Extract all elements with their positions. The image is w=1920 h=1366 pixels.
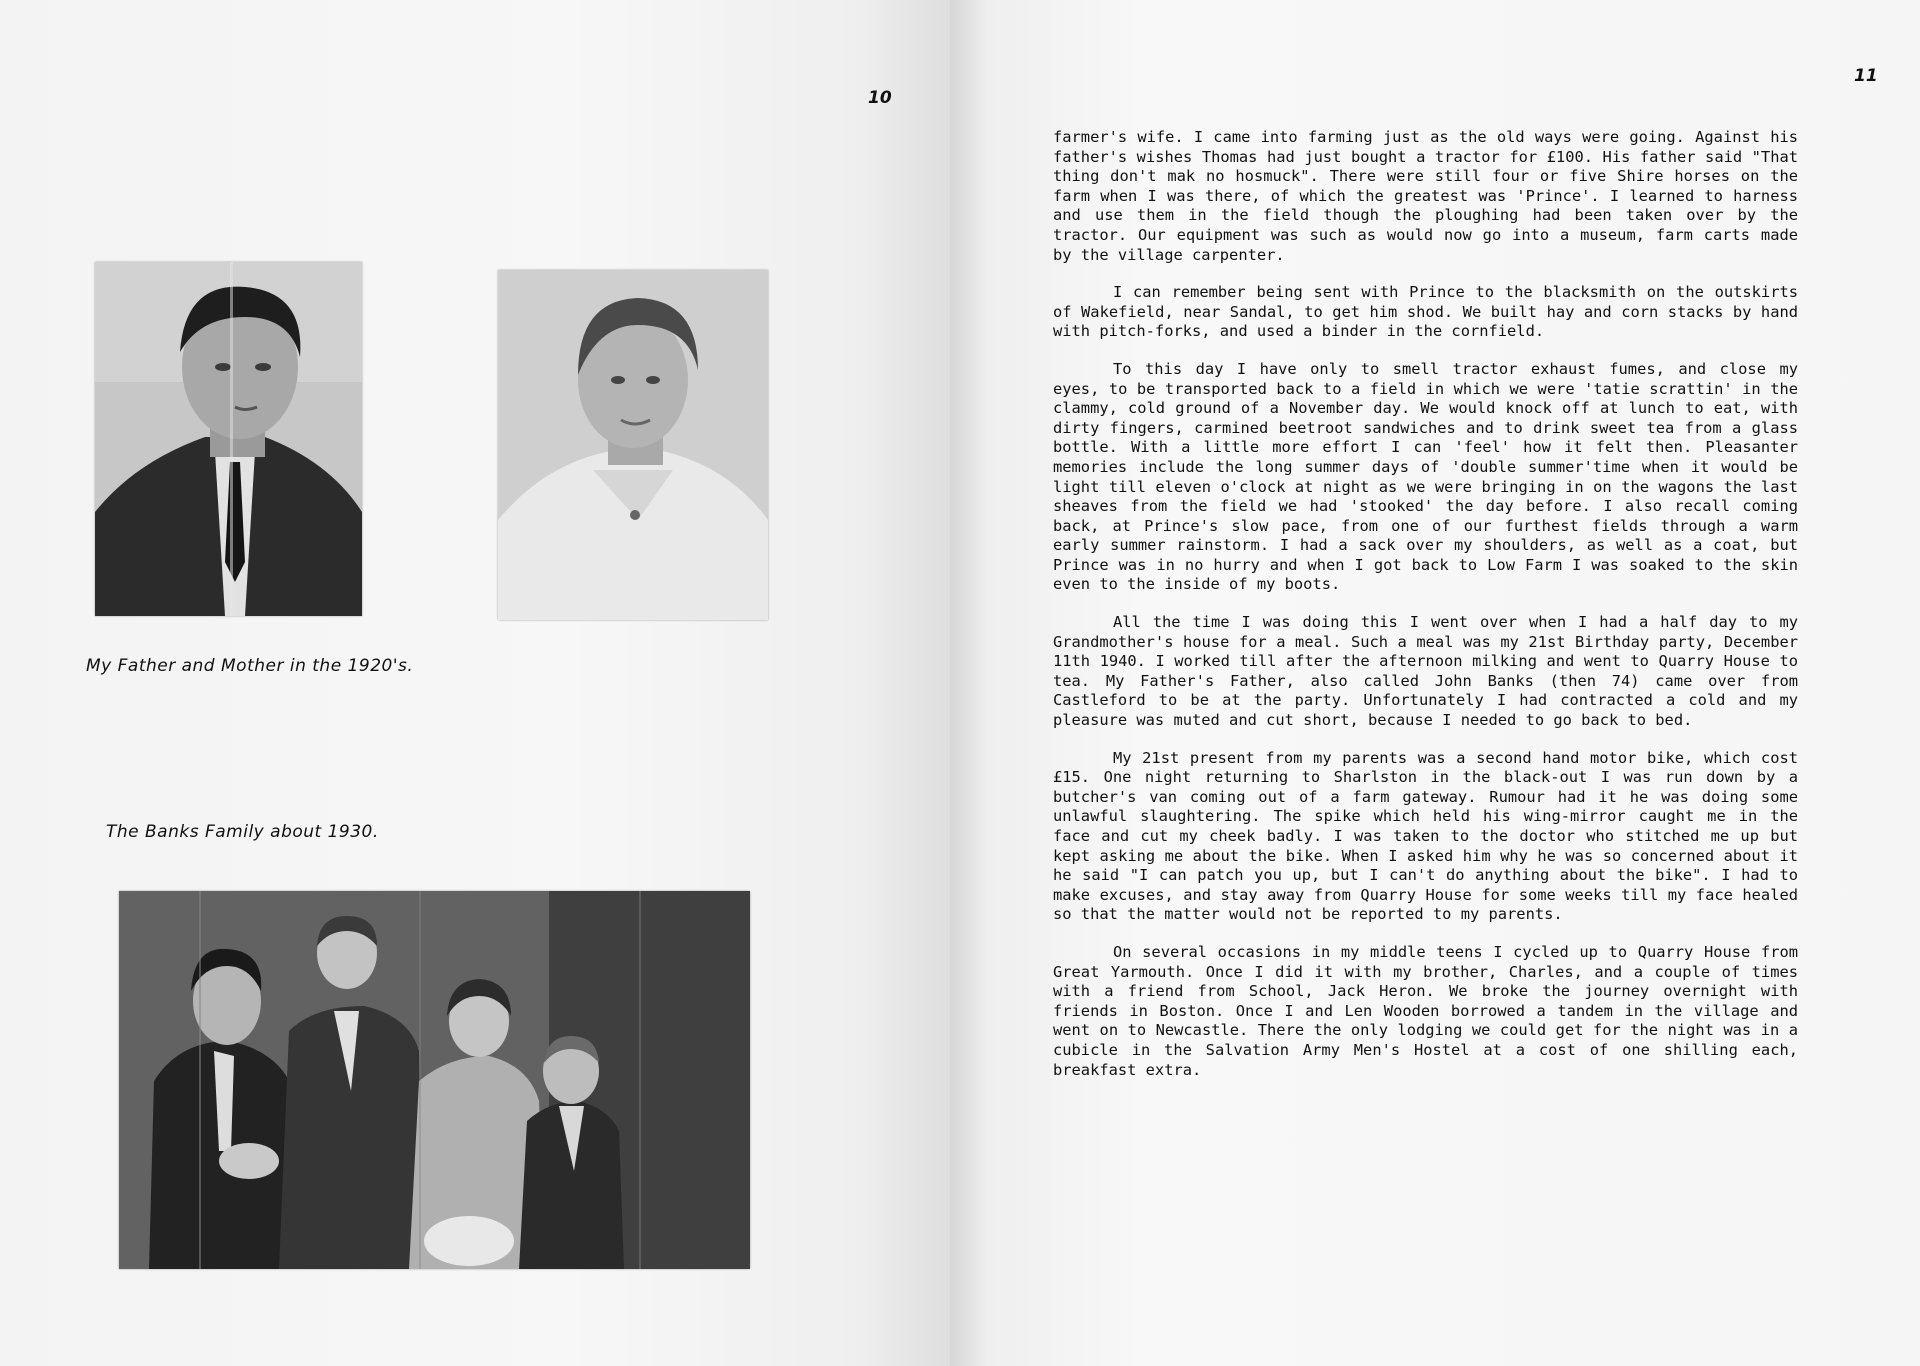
father-portrait-photo [95,262,362,616]
family-group-photo [119,891,750,1269]
paragraph-5: My 21st present from my parents was a second hand motor bike, which cost £15. One night returning to Sharlston in the black-out I was run down by a butcher's van coming out of a farm gateway. Rumour had it he was doing some unlawful slaughtering. The spike which held his wing-mirror caught me in the face and cut my cheek badly. I was taken to the doctor who stitched me up but kept asking me about the bike. When I asked him why he was so concerned about it he said "I can patch you up, but I can't do anything about the bike". I had to make excuses, and stay away from Quarry House for some weeks till my face healed so that the matter would not be reported to my parents. [1053,748,1798,924]
paragraph-3: To this day I have only to smell tractor exhaust fumes, and close my eyes, to be transported back to a field in which we were 'tatie scrattin' in the clammy, cold ground of a November day. We would knock off at lunch to eat, with dirty fingers, carmined beetroot sandwiches and to drink sweet tea from a glass bottle. With a little more effort I can 'feel' how it felt then. Pleasanter memories include the long summer days of 'double summer'time when it would be light till eleven o'clock at night as we were bringing in on the wagons the last sheaves from the field we had 'stooked' the day before. I also recall coming back, at Prince's slow pace, from one of our furthest fields through a warm early summer rainstorm. I had a sack over my shoulders, as well as a coat, but Prince was in no hurry and when I got back to Low Farm I was soaked to the skin even to the inside of my boots. [1053,359,1798,594]
portrait-photo-icon [498,270,768,620]
caption-family: The Banks Family about 1930. [106,822,379,842]
page-number-right: 11 [1854,66,1878,86]
paragraph-6: On several occasions in my middle teens I cycled up to Quarry House from Great Yarmouth. Once I did it with my brother, Charles, and a couple of times with a friend from School, Jack Heron. We broke the journey overnight with friends in Boston. Once I and Len Wooden borrowed a tandem in the village and went on to Newcastle. There the only lodging we could get for the night was in a cubicle in the Salvation Army Men's Hostel at a cost of one shilling each, breakfast extra. [1053,942,1798,1079]
paragraph-2: I can remember being sent with Prince to the blacksmith on the outskirts of Wakefield, near Sandal, to get him shod. We built hay and corn stacks by hand with pitch-forks, and used a binder in the cornfield. [1053,283,1798,341]
mother-portrait-photo [498,270,768,620]
group-photo-icon [119,891,750,1269]
paragraph-4: All the time I was doing this I went over when I had a half day to my Grandmother's house for a meal. Such a meal was my 21st Birthday party, December 11th 1940. I worked till after the afternoon milking and went to Quarry House to tea. My Father's Father, also called John Banks (then 74) came over from Castleford to be at the party. Unfortunately I had contracted a cold and my pleasure was muted and cut short, because I needed to go back to bed. [1053,613,1798,730]
body-text [1053,128,1798,1098]
caption-parents: My Father and Mother in the 1920's. [86,656,414,676]
right-page [950,0,1920,1366]
left-page [0,0,950,1366]
portrait-photo-icon [95,262,362,616]
paragraph-1: farmer's wife. I came into farming just as the old ways were going. Against his father's wishes Thomas had just bought a tractor for £100. His father said "That thing don't mak no hosmuck". There were still four or five Shire horses on the farm when I was there, of which the greatest was 'Prince'. I learned to harness and use them in the field though the ploughing had been taken over by the tractor. Our equipment was such as would now go into a museum, farm carts made by the village carpenter. [1053,128,1798,264]
page-number-left: 10 [868,88,892,108]
